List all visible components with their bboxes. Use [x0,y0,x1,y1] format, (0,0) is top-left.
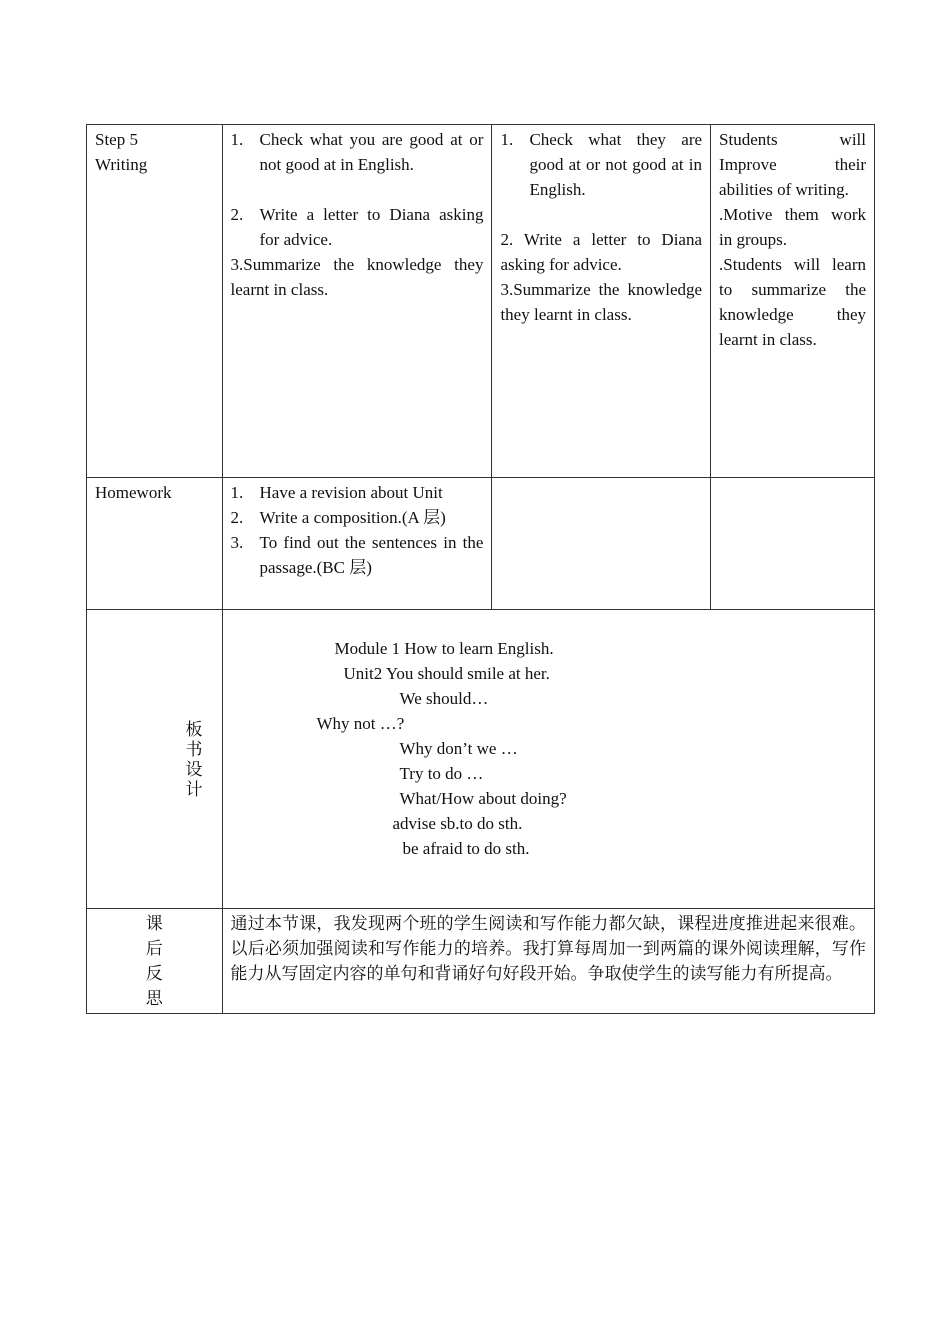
purpose-line: .Students will learn to summarize the knowledge they learnt in class. [719,255,866,349]
list-item: 1. Check what you are good at or not good at in English. [230,130,484,174]
homework-label: Homework [95,483,172,502]
list-item: 1. Have a revision about Unit [230,483,443,502]
list-item: 1. Check what they are good at or not good at in English. [500,130,703,199]
purpose-line: .Motive them work in groups. [719,205,866,249]
row-homework [87,478,875,610]
board-label: 板 书 设 计 [185,720,203,799]
board-line: advise sb.to do sth. [392,814,523,833]
list-item: 3. To find out the sentences in the passage.(BC 层) [230,533,484,577]
homework-label-cell [87,478,223,610]
board-line: Why not …? [316,714,405,733]
purpose-line: Students will Improve their abilities of writing. [719,130,866,199]
homework-items-cell [222,478,492,610]
step5-purpose-cell [711,125,875,478]
teacher-item3: 3.Summarize the knowledge they learnt in class. [230,255,484,299]
board-line: We should… [399,689,489,708]
board-line: be afraid to do sth. [402,839,530,858]
board-content [223,610,874,905]
step5-label-line1: Step 5 [95,130,138,149]
row-reflection [87,909,875,1014]
student-item3: 3.Summarize the knowledge they learnt in class. [500,280,703,324]
board-line: What/How about doing? [399,789,567,808]
reflection-label-cell [87,909,223,1014]
reflection-text-cell [222,909,874,1014]
board-content-cell [222,610,874,909]
row-board [87,610,875,909]
list-item: 2. Write a composition.(A 层) [230,508,446,527]
board-label-cell [87,610,223,909]
lesson-plan-table [86,124,875,1014]
student-item2: 2. Write a letter to Diana asking for advice. [500,230,703,274]
reflection-label: 课 后 反 思 [145,914,163,1008]
board-line: Module 1 How to learn English. [334,639,554,658]
board-line: Unit2 You should smile at her. [343,664,550,683]
homework-empty-cell [492,478,711,610]
step5-teacher-cell [222,125,492,478]
step5-label-line2: Writing [95,155,148,174]
step5-student-cell [492,125,711,478]
list-item: 2. Write a letter to Diana asking for advice. [230,205,484,249]
board-line: Why don’t we … [399,739,518,758]
board-line: Try to do … [399,764,484,783]
step5-label-cell [87,125,223,478]
reflection-text: 通过本节课，我发现两个班的学生阅读和写作能力都欠缺，课程进度推进起来很难。以后必须加强阅读和写作能力的培养。我打算每周加一到两篇的课外阅读理解，写作能力从写固定内容的单句和背诵好句好段开始。争取使学生的读写能力有所提高。 [230,914,866,983]
homework-empty-cell [711,478,875,610]
row-step5 [87,125,875,478]
